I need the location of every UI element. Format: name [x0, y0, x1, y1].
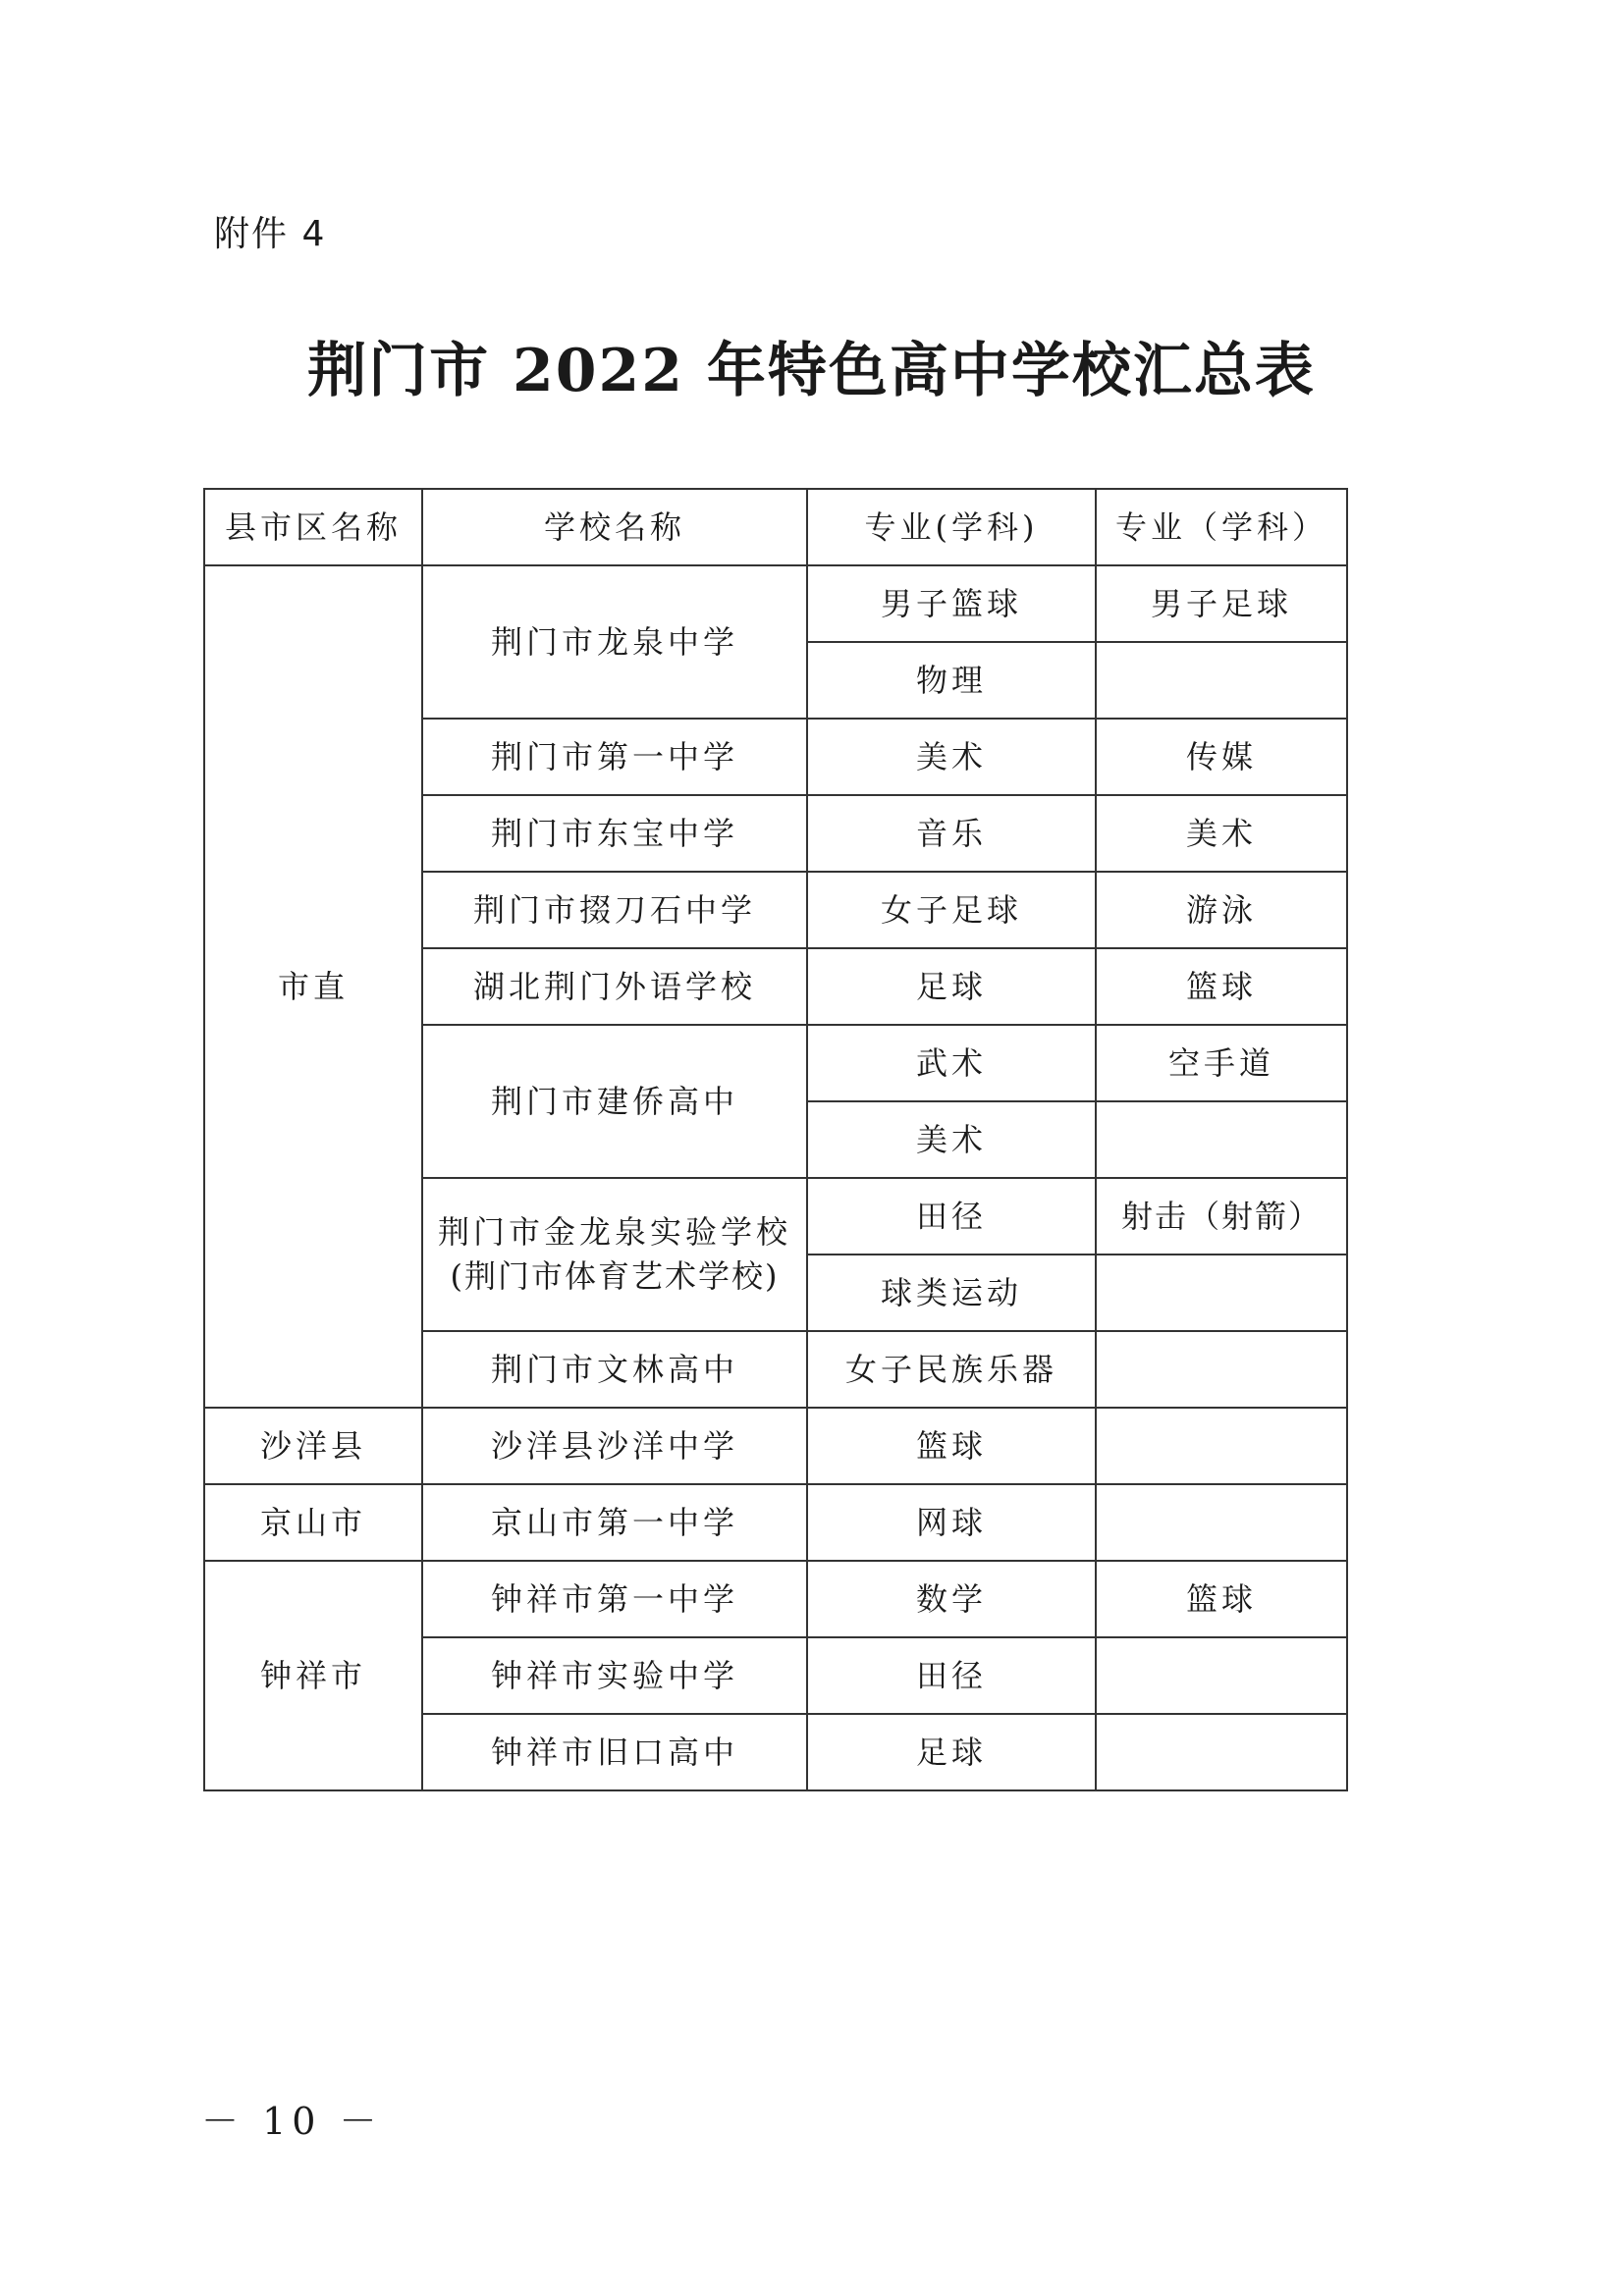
major2-cell: 篮球 — [1096, 1561, 1347, 1637]
major1-cell: 物理 — [807, 642, 1096, 719]
major2-cell: 空手道 — [1096, 1025, 1347, 1101]
major2-cell — [1096, 1484, 1347, 1561]
major2-cell: 美术 — [1096, 795, 1347, 872]
school-cell: 钟祥市旧口高中 — [422, 1714, 807, 1790]
school-cell: 京山市第一中学 — [422, 1484, 807, 1561]
major2-cell — [1096, 1714, 1347, 1790]
school-cell — [422, 1178, 807, 1331]
major1-cell: 数学 — [807, 1561, 1096, 1637]
major2-cell — [1096, 1255, 1347, 1331]
school-cell: 钟祥市实验中学 — [422, 1637, 807, 1714]
major1-cell: 网球 — [807, 1484, 1096, 1561]
header-major2: 专业（学科） — [1096, 489, 1347, 565]
county-cell: 沙洋县 — [204, 1408, 422, 1484]
school-cell: 荆门市文林高中 — [422, 1331, 807, 1408]
major1-cell: 足球 — [807, 948, 1096, 1025]
table-row — [204, 1561, 1347, 1637]
major1-cell: 女子民族乐器 — [807, 1331, 1096, 1408]
major2-cell — [1096, 1637, 1347, 1714]
major1-cell: 田径 — [807, 1178, 1096, 1255]
major1-cell: 男子篮球 — [807, 565, 1096, 642]
header-row — [204, 489, 1347, 565]
school-cell: 沙洋县沙洋中学 — [422, 1408, 807, 1484]
page-number: － 10 － — [201, 2100, 383, 2143]
school-cell: 荆门市第一中学 — [422, 719, 807, 795]
major2-cell — [1096, 1331, 1347, 1408]
school-name-line: 荆门市金龙泉实验学校 — [437, 1213, 791, 1252]
major2-cell: 男子足球 — [1096, 565, 1347, 642]
major1-cell: 音乐 — [807, 795, 1096, 872]
major2-cell: 射击（射箭） — [1096, 1178, 1347, 1255]
major1-cell: 田径 — [807, 1637, 1096, 1714]
major2-cell: 游泳 — [1096, 872, 1347, 948]
summary-table — [203, 488, 1348, 1791]
major2-cell — [1096, 1101, 1347, 1178]
attachment-label: 附件 4 — [214, 214, 327, 254]
school-cell: 荆门市龙泉中学 — [422, 565, 807, 719]
table-row — [204, 565, 1347, 642]
school-cell: 荆门市东宝中学 — [422, 795, 807, 872]
school-cell: 湖北荆门外语学校 — [422, 948, 807, 1025]
school-name-line: (荆门市体育艺术学校) — [450, 1257, 780, 1295]
major1-cell: 女子足球 — [807, 872, 1096, 948]
major2-cell: 传媒 — [1096, 719, 1347, 795]
header-major1: 专业(学科) — [807, 489, 1096, 565]
major1-cell: 篮球 — [807, 1408, 1096, 1484]
county-cell: 京山市 — [204, 1484, 422, 1561]
school-cell: 荆门市建侨高中 — [422, 1025, 807, 1178]
major1-cell: 球类运动 — [807, 1255, 1096, 1331]
table-row — [204, 1484, 1347, 1561]
major1-cell: 武术 — [807, 1025, 1096, 1101]
table-row — [204, 1408, 1347, 1484]
header-county: 县市区名称 — [204, 489, 422, 565]
major2-cell — [1096, 642, 1347, 719]
document-title: 荆门市 2022 年特色高中学校汇总表 — [307, 337, 1316, 405]
county-cell: 钟祥市 — [204, 1561, 422, 1790]
major1-cell: 美术 — [807, 1101, 1096, 1178]
county-cell: 市直 — [204, 565, 422, 1408]
major1-cell: 美术 — [807, 719, 1096, 795]
major2-cell: 篮球 — [1096, 948, 1347, 1025]
major1-cell: 足球 — [807, 1714, 1096, 1790]
header-school: 学校名称 — [422, 489, 807, 565]
major2-cell — [1096, 1408, 1347, 1484]
school-cell: 荆门市掇刀石中学 — [422, 872, 807, 948]
school-cell: 钟祥市第一中学 — [422, 1561, 807, 1637]
